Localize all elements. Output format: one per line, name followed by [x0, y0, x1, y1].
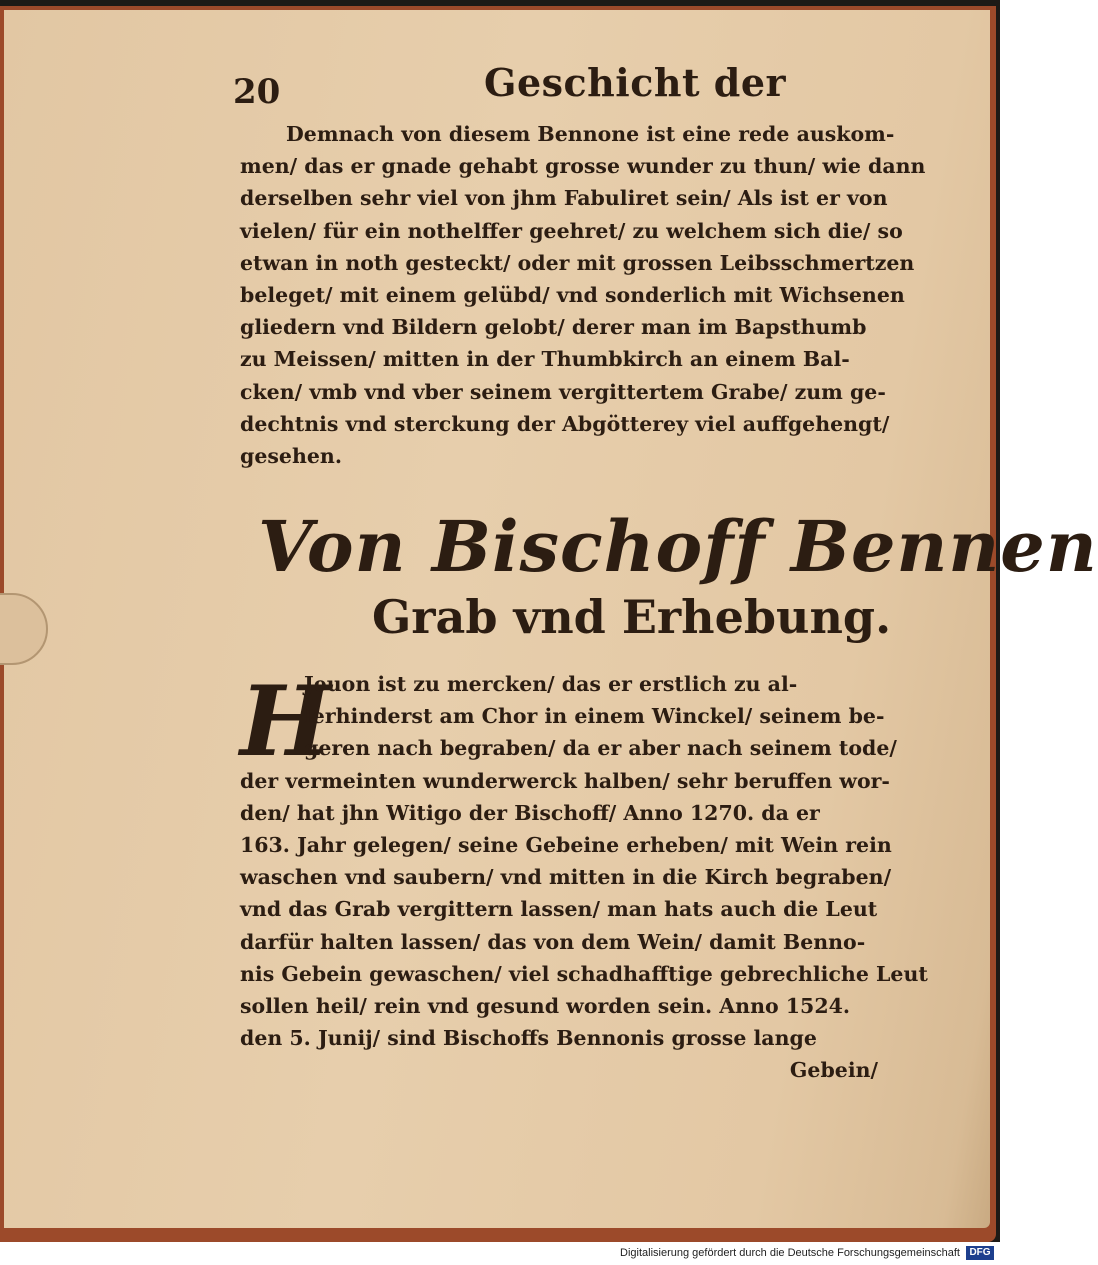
text-line: geren nach begraben/ da er aber nach seinem tode/: [304, 736, 897, 761]
text-line: cken/ vmb vnd vber seinem vergittertem Grabe/ zum ge-: [240, 379, 886, 404]
catchword: Gebein/: [789, 1058, 878, 1083]
running-head: Geschicht der: [484, 60, 787, 105]
text-line: men/ das er gnade gehabt grosse wunder zu thun/ wie dann: [240, 154, 926, 179]
paragraph-2: [240, 665, 928, 1086]
text-line: 163. Jahr gelegen/ seine Gebeine erheben/ mit Wein rein: [240, 832, 892, 857]
section-heading-line-2: Grab vnd Erhebung.: [372, 590, 892, 644]
text-line: der vermeinten wunderwerck halben/ sehr beruffen wor-: [240, 768, 890, 793]
drop-cap: H: [240, 665, 331, 778]
text-line: waschen vnd saubern/ vnd mitten in die Kirch begraben/: [240, 865, 892, 890]
text-line: beleget/ mit einem gelübd/ vnd sonderlich mit Wichsenen: [240, 282, 905, 307]
paragraph-1: [240, 118, 926, 472]
text-line: den/ hat jhn Witigo der Bischoff/ Anno 1270. da er: [240, 800, 820, 825]
text-line: vielen/ für ein nothelffer geehret/ zu welchem sich die/ so: [240, 218, 903, 243]
text-line: etwan in noth gesteckt/ oder mit grossen Leibsschmertzen: [240, 250, 915, 275]
text-line: nis Gebein gewaschen/ viel schadhafftige gebrechliche Leut: [240, 961, 928, 986]
text-line: Jeuon ist zu mercken/ das er erstlich zu al-: [304, 672, 798, 696]
text-line: darfür halten lassen/ das von dem Wein/ damit Benno-: [240, 929, 866, 954]
text-line: dechtnis vnd sterckung der Abgötterey viel auffgehengt/: [240, 411, 890, 436]
book-clasp: [0, 593, 48, 665]
text-line: sollen heil/ rein vnd gesund worden sein. Anno 1524.: [240, 993, 850, 1018]
text-line: den 5. Junij/ sind Bischoffs Bennonis grosse lange: [240, 1026, 817, 1051]
text-line: gesehen.: [240, 443, 342, 468]
text-line: gliedern vnd Bildern gelobt/ derer man im Bapsthumb: [240, 315, 867, 340]
footer-credit: Digitalisierung gefördert durch die Deutsche Forschungsgemeinschaft: [620, 1247, 960, 1259]
section-heading-line-1: Von Bischoff Bennen: [258, 505, 1098, 588]
text-line: Demnach von diesem Bennone ist eine rede auskom-: [286, 122, 895, 146]
page-number: 20: [233, 72, 281, 112]
text-line: zu Meissen/ mitten in der Thumbkirch an einem Bal-: [240, 347, 850, 372]
text-line: lerhinderst am Chor in einem Winckel/ seinem be-: [304, 704, 885, 729]
dfg-logo-icon: DFG: [966, 1246, 994, 1260]
text-line: derselben sehr viel von jhm Fabuliret sein/ Als ist er von: [240, 186, 888, 211]
text-line: vnd das Grab vergittern lassen/ man hats auch die Leut: [240, 897, 878, 922]
